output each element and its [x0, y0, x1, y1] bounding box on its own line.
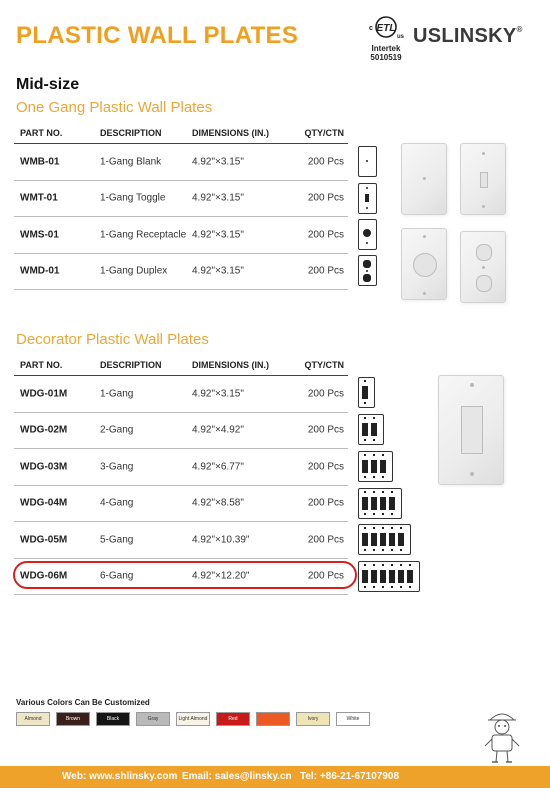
rocker-opening [362, 423, 368, 436]
rocker-opening [371, 570, 377, 583]
highlighted-row-outline [13, 561, 357, 589]
color-swatch: Black [96, 712, 130, 726]
screw-hole [373, 476, 375, 478]
cell-dimensions: 4.92"×3.15" [192, 192, 244, 204]
table-row [14, 144, 348, 181]
screw-hole [382, 476, 384, 478]
screw-hole [382, 513, 384, 515]
screw-hole [391, 564, 393, 566]
screw-hole [364, 417, 366, 419]
screw-hole [364, 439, 366, 441]
receptacle-hole [363, 229, 371, 237]
screw-hole [373, 439, 375, 441]
column-header-qty: QTY/CTN [304, 127, 344, 138]
one_gang-table-header [14, 122, 348, 144]
rocker-opening [407, 570, 413, 583]
screw-hole [400, 564, 402, 566]
worker-mascot-icon [478, 706, 526, 766]
cert-number: 5010519 [370, 53, 402, 62]
blank-plate-icon [358, 146, 377, 177]
rocker-opening [389, 570, 395, 583]
cell-description: 5-Gang [100, 534, 134, 546]
column-header-dimensions: DIMENSIONS (IN.) [192, 359, 270, 370]
screw-hole [364, 380, 366, 382]
decorator-1-gang-icon [358, 377, 375, 408]
cell-qty: 200 Pcs [307, 424, 344, 436]
cell-dimensions: 4.92"×10.39" [192, 534, 250, 546]
cell-description: 3-Gang [100, 461, 134, 473]
screw-hole [364, 513, 366, 515]
cell-dimensions: 4.92"×3.15" [192, 156, 244, 168]
cell-dimensions: 4.92"×8.58" [192, 497, 244, 509]
rocker-opening [362, 460, 368, 473]
table-row [14, 376, 348, 413]
rocker-opening [362, 533, 368, 546]
screw-hole [373, 454, 375, 456]
screw-hole [366, 242, 368, 244]
screw-hole [366, 160, 368, 162]
footer-email: Email: sales@linsky.cn [182, 771, 292, 782]
cell-part-no: WMB-01 [20, 156, 60, 168]
cell-part-no: WDG-06M [20, 570, 68, 582]
brand-logo [413, 25, 523, 48]
cell-part-no: WDG-05M [20, 534, 68, 546]
screw-hole [391, 586, 393, 588]
cell-qty: 200 Pcs [307, 461, 344, 473]
rocker-opening [371, 423, 377, 436]
cell-dimensions: 4.92"×3.15" [192, 265, 244, 277]
rocker-opening [389, 497, 395, 510]
screw-hole [409, 586, 411, 588]
decorator-table-header [14, 354, 348, 376]
svg-text:ETL: ETL [376, 23, 396, 34]
color-swatch: Almond [16, 712, 50, 726]
column-header-qty: QTY/CTN [304, 359, 344, 370]
cell-qty: 200 Pcs [307, 388, 344, 400]
color-swatch: Brown [56, 712, 90, 726]
cell-description: 1-Gang Duplex [100, 265, 168, 277]
decorator-4-gang-icon [358, 488, 402, 519]
toggle-plate-photo [460, 143, 506, 215]
rocker-opening [398, 533, 404, 546]
color-swatch [256, 712, 290, 726]
cell-part-no: WDG-03M [20, 461, 68, 473]
rocker-opening [380, 533, 386, 546]
screw-hole [364, 586, 366, 588]
cell-qty: 200 Pcs [307, 497, 344, 509]
rocker-opening [371, 497, 377, 510]
cell-description: 4-Gang [100, 497, 134, 509]
registered-mark: ® [516, 25, 523, 34]
screw-hole [391, 491, 393, 493]
receptacle-plate-photo [401, 228, 447, 300]
decorator-3-gang-icon [358, 451, 393, 482]
cell-part-no: WMS-01 [20, 229, 59, 241]
column-header-description: DESCRIPTION [100, 127, 162, 138]
toggle-plate-icon [358, 183, 377, 214]
svg-text:us: us [397, 34, 404, 40]
screw-hole [400, 586, 402, 588]
color-swatch: Light Almond [176, 712, 210, 726]
screw-hole [373, 527, 375, 529]
rocker-opening [362, 386, 368, 399]
rocker-opening [371, 460, 377, 473]
cell-description: 6-Gang [100, 570, 134, 582]
column-header-description: DESCRIPTION [100, 359, 162, 370]
screw-hole [373, 417, 375, 419]
color-swatch: Ivory [296, 712, 330, 726]
screw-hole [382, 491, 384, 493]
decorator-plate-photo [438, 375, 504, 485]
cell-part-no: WDG-02M [20, 424, 68, 436]
blank-plate-photo [401, 143, 447, 215]
rocker-opening [362, 570, 368, 583]
table-row [14, 449, 348, 486]
cell-qty: 200 Pcs [307, 192, 344, 204]
column-header-dimensions: DIMENSIONS (IN.) [192, 127, 270, 138]
column-header-part-no: PART NO. [20, 359, 63, 370]
receptacle-plate-icon [358, 219, 377, 250]
footer-tel: Tel: +86-21-67107908 [300, 771, 400, 782]
cell-dimensions: 4.92"×3.15" [192, 229, 244, 241]
table-row [14, 486, 348, 523]
outlet-hole [363, 274, 371, 282]
screw-hole [373, 564, 375, 566]
screw-hole [364, 402, 366, 404]
screw-hole [382, 527, 384, 529]
screw-hole [409, 564, 411, 566]
cell-part-no: WMT-01 [20, 192, 58, 204]
screw-hole [382, 454, 384, 456]
screw-hole [364, 564, 366, 566]
decorator-section-title: Decorator Plastic Wall Plates [16, 331, 209, 348]
screw-hole [391, 527, 393, 529]
screw-hole [366, 207, 368, 209]
screw-hole [382, 564, 384, 566]
decorator-5-gang-icon [358, 524, 411, 555]
color-swatch: White [336, 712, 370, 726]
cell-dimensions: 4.92"×4.92" [192, 424, 244, 436]
decorator-table [14, 354, 348, 595]
screw-hole [382, 586, 384, 588]
cert-name: Intertek [371, 44, 401, 53]
size-label: Mid-size [16, 76, 80, 93]
rocker-opening [371, 533, 377, 546]
etl-logo-icon [368, 14, 404, 44]
color-swatch: Red [216, 712, 250, 726]
cell-description: 1-Gang Blank [100, 156, 162, 168]
one-gang-section-title: One Gang Plastic Wall Plates [16, 99, 213, 116]
cell-description: 1-Gang [100, 388, 134, 400]
screw-hole [391, 513, 393, 515]
screw-hole [364, 454, 366, 456]
screw-hole [373, 513, 375, 515]
outlet-hole [363, 260, 371, 268]
rocker-opening [398, 570, 404, 583]
duplex-plate-photo [460, 231, 506, 303]
table-row [14, 181, 348, 218]
cell-dimensions: 4.92"×3.15" [192, 388, 244, 400]
colors-title: Various Colors Can Be Customized [16, 698, 150, 707]
duplex-plate-icon [358, 255, 377, 286]
one-gang-table [14, 122, 348, 290]
decorator-2-gang-icon [358, 414, 384, 445]
cell-qty: 200 Pcs [307, 570, 344, 582]
screw-hole [382, 549, 384, 551]
rocker-opening [380, 497, 386, 510]
table-row [14, 413, 348, 450]
screw-hole [364, 476, 366, 478]
cell-part-no: WDG-01M [20, 388, 68, 400]
svg-text:c: c [369, 25, 373, 32]
cell-qty: 200 Pcs [307, 229, 344, 241]
color-swatch: Gray [136, 712, 170, 726]
page-title: PLASTIC WALL PLATES [16, 22, 299, 49]
cell-dimensions: 4.92"×12.20" [192, 570, 250, 582]
screw-hole [364, 527, 366, 529]
table-row [14, 522, 348, 559]
column-header-part-no: PART NO. [20, 127, 63, 138]
screw-hole [400, 527, 402, 529]
cell-qty: 200 Pcs [307, 534, 344, 546]
decorator-6-gang-icon [358, 561, 420, 592]
screw-hole [373, 586, 375, 588]
footer-bar [0, 766, 550, 788]
rocker-opening [380, 570, 386, 583]
cell-qty: 200 Pcs [307, 156, 344, 168]
cell-part-no: WDG-04M [20, 497, 68, 509]
table-row [14, 217, 348, 254]
cell-dimensions: 4.92"×6.77" [192, 461, 244, 473]
screw-hole [366, 270, 368, 272]
brand-name: USLINSKY [413, 25, 517, 47]
rocker-opening [362, 497, 368, 510]
screw-hole [391, 549, 393, 551]
cell-part-no: WMD-01 [20, 265, 60, 277]
toggle-slot [365, 194, 369, 202]
table-row [14, 254, 348, 291]
screw-hole [400, 549, 402, 551]
rocker-opening [389, 533, 395, 546]
cell-description: 2-Gang [100, 424, 134, 436]
screw-hole [366, 187, 368, 189]
screw-hole [364, 491, 366, 493]
screw-hole [373, 549, 375, 551]
etl-certification-mark [364, 14, 408, 62]
cell-description: 1-Gang Receptacle [100, 229, 187, 241]
screw-hole [373, 491, 375, 493]
screw-hole [364, 549, 366, 551]
cell-qty: 200 Pcs [307, 265, 344, 277]
footer-web: Web: www.shlinsky.com [62, 771, 178, 782]
rocker-opening [380, 460, 386, 473]
cell-description: 1-Gang Toggle [100, 192, 166, 204]
